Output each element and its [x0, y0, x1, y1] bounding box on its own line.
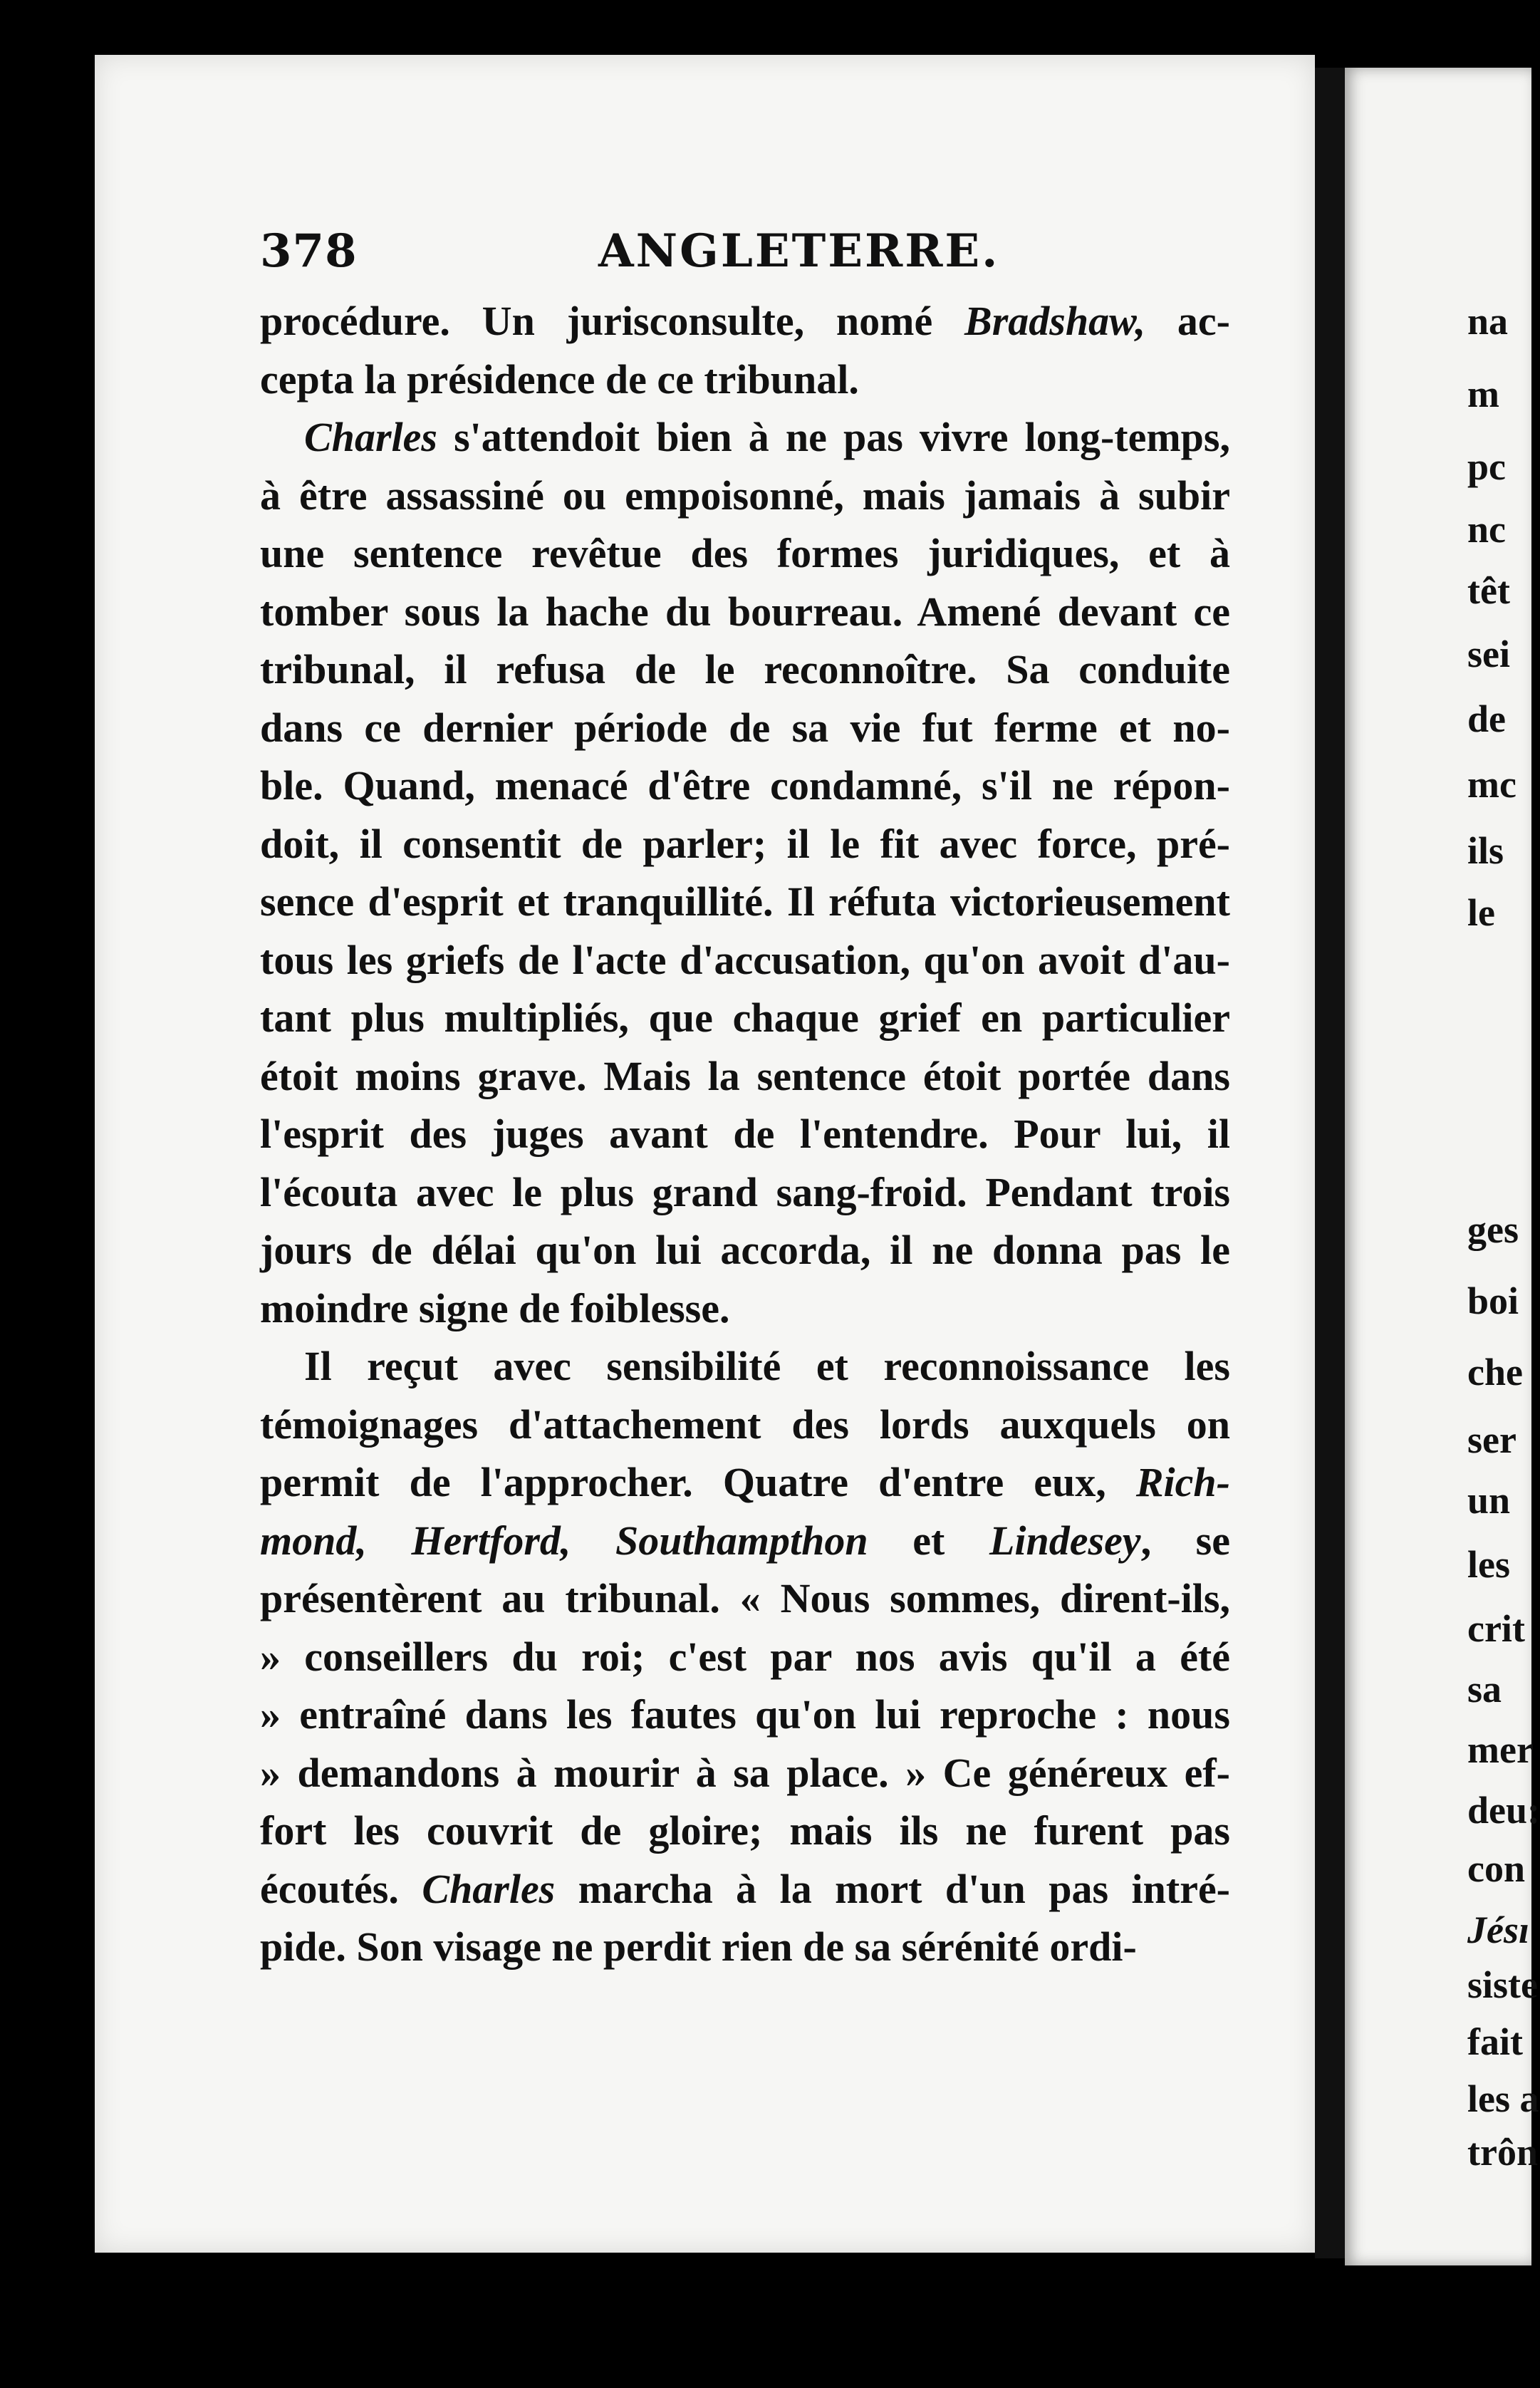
text-run: , se — [1140, 1517, 1230, 1564]
facing-page-fragment: con — [1467, 1847, 1525, 1890]
text-line — [260, 1628, 1230, 1686]
text-line — [260, 1569, 1230, 1628]
text-run: pide. Son visage ne perdit rien de sa sérénité ordi- — [260, 1924, 1137, 1970]
facing-page-fragment: ser — [1467, 1418, 1516, 1461]
italic-name: Lindesey — [989, 1517, 1141, 1564]
text-run: tous les griefs de l'acte d'accusation, qu'on avoit d'au- — [260, 936, 1230, 983]
text-line — [260, 1279, 1230, 1338]
facing-page-fragment: un — [1467, 1479, 1511, 1522]
text-run: et — [868, 1517, 989, 1564]
text-line — [260, 524, 1230, 583]
text-line — [260, 1105, 1230, 1163]
text-run: étoit moins grave. Mais la sentence étoit portée dans — [260, 1052, 1230, 1099]
text-line — [260, 351, 1230, 409]
text-run: fort les couvrit de gloire; mais ils ne furent pas — [260, 1807, 1230, 1854]
text-line — [260, 1512, 1230, 1570]
text-run: à être assassiné ou empoisonné, mais jamais à subir — [260, 472, 1230, 519]
text-line — [260, 583, 1230, 641]
running-title: ANGLETERRE. — [598, 224, 1000, 278]
text-run: » demandons à mourir à sa place. » Ce généreux ef- — [260, 1749, 1230, 1796]
italic-name: Charles — [422, 1865, 556, 1912]
text-line — [260, 640, 1230, 699]
facing-page-fragment: têt — [1467, 569, 1510, 612]
text-run: ble. Quand, menacé d'être condamné, s'il ne répon- — [260, 762, 1230, 809]
facing-page-fragment: boi — [1467, 1279, 1519, 1322]
text-line — [260, 1337, 1230, 1396]
text-line — [260, 815, 1230, 873]
text-run: tomber sous la hache du bourreau. Amené devant ce — [260, 588, 1230, 635]
facing-page-fragment: trôn — [1467, 2131, 1538, 2174]
text-run: procédure. Un jurisconsulte, nomé — [260, 298, 965, 344]
text-line — [260, 1453, 1230, 1512]
facing-page-fragment: ils — [1467, 829, 1504, 872]
body-text — [260, 292, 1230, 1976]
text-line — [260, 1918, 1230, 1976]
text-run: tribunal, il refusa de le reconnoître. Sa conduite — [260, 646, 1230, 692]
text-run: doit, il consentit de parler; il le fit avec force, pré- — [260, 820, 1230, 867]
facing-page-fragment: fait — [1467, 2020, 1523, 2063]
text-line — [260, 757, 1230, 815]
text-run: jours de délai qu'on lui accorda, il ne donna pas le — [260, 1227, 1230, 1273]
facing-page-fragment: le — [1467, 891, 1495, 934]
text-run: » entraîné dans les fautes qu'on lui reproche : nous — [260, 1691, 1230, 1738]
facing-page-fragment: Jésı — [1467, 1909, 1529, 1951]
text-line — [260, 1047, 1230, 1106]
italic-name: Rich- — [1135, 1459, 1230, 1505]
facing-page-fragment: mer — [1467, 1728, 1534, 1771]
text-line — [260, 467, 1230, 525]
text-run: s'attendoit bien à ne pas vivre long-temps, — [437, 414, 1230, 460]
book-gutter — [1315, 68, 1345, 2258]
text-run: écoutés. — [260, 1865, 422, 1912]
text-run: présentèrent au tribunal. « Nous sommes, dirent-ils, — [260, 1575, 1230, 1621]
text-line — [260, 1802, 1230, 1860]
text-run: sence d'esprit et tranquillité. Il réfuta victorieusement — [260, 878, 1230, 925]
text-run: l'esprit des juges avant de l'entendre. Pour lui, il — [260, 1111, 1230, 1157]
text-run: Il reçut avec sensibilité et reconnoissance les — [304, 1343, 1230, 1389]
text-run: l'écouta avec le plus grand sang-froid. Pendant trois — [260, 1168, 1230, 1215]
text-line — [260, 989, 1230, 1047]
facing-page-fragment: sa — [1467, 1668, 1502, 1710]
facing-page-fragment: crit — [1467, 1607, 1525, 1650]
text-line — [260, 1686, 1230, 1744]
text-line — [260, 699, 1230, 757]
text-line — [260, 931, 1230, 990]
facing-page-fragment: sei — [1467, 633, 1510, 675]
text-run: » conseillers du roi; c'est par nos avis qu'il a été — [260, 1633, 1230, 1680]
facing-page-fragment: les — [1467, 1543, 1510, 1586]
text-line — [260, 1163, 1230, 1222]
text-run: témoignages d'attachement des lords auxquels on — [260, 1401, 1230, 1448]
text-line — [260, 1221, 1230, 1279]
facing-page-fragment: siste — [1467, 1963, 1538, 2006]
text-line — [260, 1396, 1230, 1454]
running-head — [260, 214, 1243, 292]
text-run: dans ce dernier période de sa vie fut ferme et no- — [260, 704, 1230, 751]
facing-page-fragment: de — [1467, 697, 1506, 740]
facing-page-fragment: ges — [1467, 1208, 1519, 1251]
text-line — [260, 292, 1230, 351]
text-run: permit de l'approcher. Quatre d'entre eux, — [260, 1459, 1136, 1505]
text-run: moindre signe de foiblesse. — [260, 1284, 730, 1331]
text-run: marcha à la mort d'un pas intré- — [555, 1865, 1230, 1912]
italic-name: mond, Hertford, Southampthon — [260, 1517, 868, 1564]
text-line — [260, 408, 1230, 467]
facing-page-fragment: mc — [1467, 763, 1516, 806]
facing-page-fragment: les a — [1467, 2077, 1539, 2120]
facing-page-fragment: na — [1467, 300, 1509, 343]
text-line — [260, 1860, 1230, 1919]
facing-page-fragment: che — [1467, 1351, 1523, 1393]
text-run: une sentence revêtue des formes juridiques, et à — [260, 530, 1230, 576]
text-run: cepta la présidence de ce tribunal. — [260, 355, 859, 403]
facing-page-fragment: pc — [1467, 445, 1506, 488]
facing-page-fragment: deu: — [1467, 1789, 1540, 1832]
page-number: 378 — [260, 224, 358, 278]
italic-name: Bradshaw, — [964, 298, 1146, 344]
facing-page-fragment: m — [1467, 373, 1499, 415]
text-line — [260, 873, 1230, 931]
facing-page-fragment: nc — [1467, 508, 1506, 551]
italic-name: Charles — [304, 414, 437, 460]
text-run: tant plus multipliés, que chaque grief en particulier — [260, 995, 1230, 1041]
text-run: ac- — [1145, 298, 1230, 344]
text-line — [260, 1744, 1230, 1802]
